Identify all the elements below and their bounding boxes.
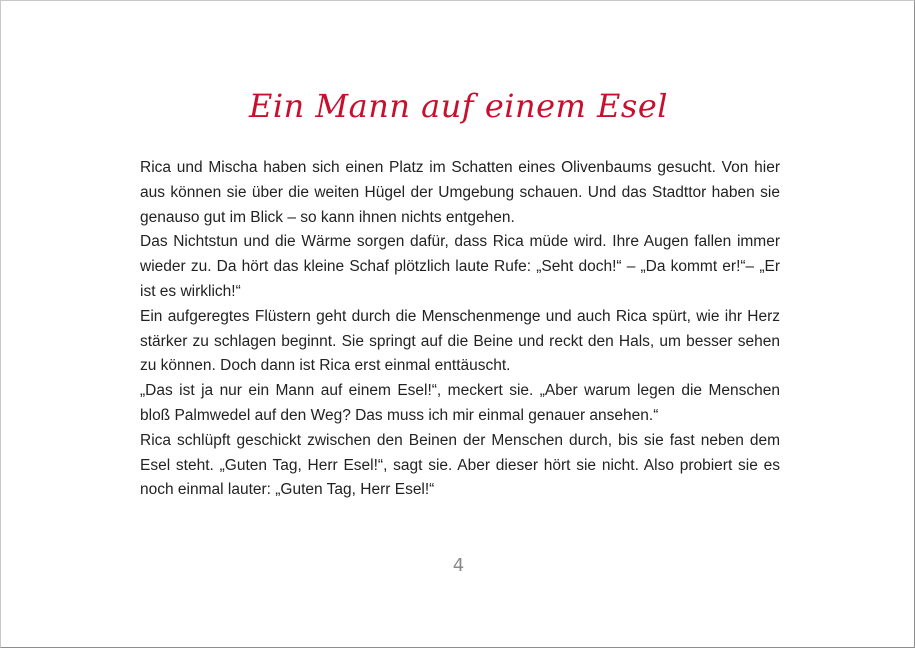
chapter-title: Ein Mann auf einem Esel xyxy=(249,87,668,125)
paragraph: Das Nichtstun und die Wärme sorgen dafür, dass Rica müde wird. Ihre Augen fallen immer wieder zu. Da hört das kleine Schaf plötzlich laute Rufe: „Seht doch!“ – „Da kommt er!“– „Er ist es wirklich!“ xyxy=(140,233,780,300)
paragraph: Rica und Mischa haben sich einen Platz im Schatten eines Olivenbaums gesucht. Von hier aus können sie über die weiten Hügel der Umgebung schauen. Und das Stadttor haben sie genauso gut im Blick – so kann ihnen nichts entgehen. xyxy=(140,159,780,226)
paragraph: Rica schlüpft geschickt zwischen den Beinen der Menschen durch, bis sie fast neben dem Esel steht. „Guten Tag, Herr Esel!“, sagt sie. Aber dieser hört sie nicht. Also probiert sie es noch einmal lauter: „Guten Tag, Herr Esel!“ xyxy=(140,431,780,499)
paragraph: „Das ist ja nur ein Mann auf einem Esel!“, meckert sie. „Aber warum legen die Menschen bloß Palmwedel auf den Weg? Das muss ich mir einmal genauer ansehen.“ xyxy=(140,382,780,424)
paragraph: Ein aufgeregtes Flüstern geht durch die Menschenmenge und auch Rica spürt, wie ihr Herz stärker zu schlagen beginnt. Sie springt auf die Beine und reckt den Hals, um besser sehen zu können. Doch dann ist Rica erst einmal enttäuscht. xyxy=(140,307,780,375)
page-number: 4 xyxy=(452,555,465,576)
story-text xyxy=(140,156,780,503)
